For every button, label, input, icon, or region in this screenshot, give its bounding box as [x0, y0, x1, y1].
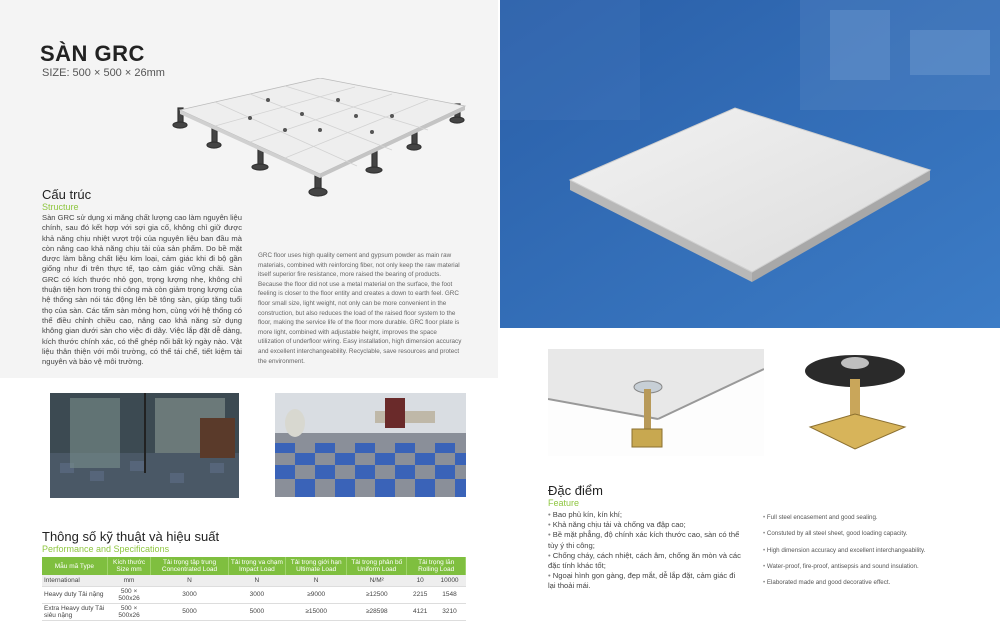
feature-list-en [763, 510, 963, 591]
structure-heading [42, 187, 91, 212]
table-cell: 500 × 500x26 [107, 586, 151, 603]
raised-floor-illustration [160, 78, 490, 200]
table-cell: International [42, 575, 107, 586]
col-header-concentrated: Tải trọng tập trung Concentrated Load [151, 557, 228, 575]
col-header-uniform: Tải trọng phân bố Uniform Load [347, 557, 407, 575]
table-cell: 2215 [407, 586, 434, 603]
list-item: • Constuted by all steel sheet, good loading capacity. [763, 526, 963, 542]
table-cell: 10 [407, 575, 434, 586]
pedestal-detail-image-1 [548, 349, 764, 456]
col-header-ultimate: Tải trọng giới hạn Ultimate Load [286, 557, 347, 575]
pedestal-detail-image-2 [775, 349, 950, 456]
table-cell: N [151, 575, 228, 586]
list-item: • Full steel encasement and good sealing. [763, 510, 963, 526]
feature-heading [548, 483, 603, 508]
table-cell: ≥9000 [286, 586, 347, 603]
list-item: • Water-proof, fire-proof, antisepsis and sound insulation. [763, 559, 963, 575]
structure-text-vn: Sàn GRC sử dụng xi măng chất lượng cao làm nguyên liệu chính, sau đó kết hợp với sợi gia cố, không chỉ giữ được khả năng chịu nhiệt vượt trội của nguyên liệu ban đầu mà còn nâng cao khả năng chịu tải của sản phẩm. Do bề mặt được làm bằng chất liệu kim loại, cảm giác khi đi bộ gần giống như đi trên thực tế, tạo cảm giác vững chãi. Sàn GRC có kích thước nhỏ gọn, trọng lượng nhẹ, không chỉ thuận tiện hơn trong thi công mà còn giảm trọng lượng của hệ thống sàn nói tác động lên bề tông sàn, giúp tăng tuổi thọ của sàn. Các tấm sàn mỏng hơn, cùng với hệ thống có thể điều chỉnh chiều cao, nâng cao khả năng sử dụng không gian dưới sàn cho việc đi dây. Việc lắp đặt dễ dàng, kích thước chính xác, có thể ghép nối bất kỳ ngày nào. Vật liệu thân thiện với môi trường, có thể tái chế, tiết kiệm tài nguyên và bảo vệ môi trường. [42, 213, 242, 367]
col-header-rolling: Tải trọng lăn Rolling Load [407, 557, 466, 575]
table-cell: 5000 [228, 603, 285, 620]
table-cell: 5000 [151, 603, 228, 620]
table-row [42, 603, 466, 620]
specs-heading-en: Performance and Specifications [42, 544, 170, 554]
table-cell: ≥12500 [347, 586, 407, 603]
col-header-size: Kích thước Size mm [107, 557, 151, 575]
table-row [42, 575, 466, 586]
structure-text-en: GRC floor uses high quality cement and gypsum powder as main raw materials, combined with reinforcing fiber, not only keep the raw material itself superior fire resistance, more raised the bearing of products. Because the floor did not use a metal material on the surface, the foot feeling is closer to the floor entity and creates a down to earth feel. GRC floor small size, light weight, not only can be more convenient in the construction, but also reduces the load of the raised floor system to the floor, making the service life of the floor more durable. GRC floor plate is more light, combined with adjustable height, improves the space utilization of underfloor wiring. Easy installation, high dimension accuracy and excellent interchangeability. Recyclable, save resources and protect the environment. [258, 252, 462, 365]
table-cell: ≥15000 [286, 603, 347, 620]
office-photo-1 [50, 393, 239, 498]
feature-heading-en: Feature [548, 498, 580, 508]
table-row [42, 586, 466, 603]
col-header-impact: Tải trọng va chạm Impact Load [228, 557, 285, 575]
table-cell: 3210 [434, 603, 466, 620]
product-size: SIZE: 500 × 500 × 26mm [42, 67, 165, 79]
office-photo-2 [275, 393, 466, 497]
structure-heading-en: Structure [42, 202, 79, 212]
list-item: • Khả năng chịu tải và chống va đập cao; [548, 520, 744, 530]
feature-list-vn [548, 510, 744, 592]
blue-hero-panel [500, 0, 1000, 328]
table-cell: Extra Heavy duty Tải siêu nặng [42, 603, 107, 620]
product-title: SÀN GRC [40, 41, 145, 66]
table-cell: 10000 [434, 575, 466, 586]
specs-heading-vn: Thông số kỹ thuật và hiệu suất [42, 529, 220, 544]
table-cell: 500 × 500x26 [107, 603, 151, 620]
floor-panel-hero-image [500, 0, 1000, 328]
col-header-type: Mẫu mã Type [42, 557, 107, 575]
table-cell: ≥28598 [347, 603, 407, 620]
table-cell: mm [107, 575, 151, 586]
structure-heading-vn: Cấu trúc [42, 187, 92, 202]
list-item: • Elaborated made and good decorative effect. [763, 575, 963, 591]
table-cell: N [228, 575, 285, 586]
table-cell: 3000 [151, 586, 228, 603]
list-item: • Bề mặt phẳng, độ chính xác kích thước cao, sàn có thể tùy ý thi công; [548, 530, 744, 550]
list-item: • High dimension accuracy and excellent interchangeability. [763, 543, 963, 559]
table-cell: N/M² [347, 575, 407, 586]
table-cell: N [286, 575, 347, 586]
specs-heading [42, 529, 219, 554]
table-cell: Heavy duty Tải nặng [42, 586, 107, 603]
feature-heading-vn: Đặc điểm [548, 483, 603, 498]
table-cell: 1548 [434, 586, 466, 603]
table-cell: 4121 [407, 603, 434, 620]
list-item: • Ngoại hình gọn gàng, đẹp mắt, dễ lắp đặt, cảm giác đi lại thoải mái. [548, 571, 744, 591]
list-item: • Chống cháy, cách nhiệt, cách âm, chống ăn mòn và các đặc tính khác tốt; [548, 551, 744, 571]
list-item: • Bao phủ kín, kín khí; [548, 510, 744, 520]
table-cell: 3000 [228, 586, 285, 603]
spec-table [42, 557, 466, 621]
